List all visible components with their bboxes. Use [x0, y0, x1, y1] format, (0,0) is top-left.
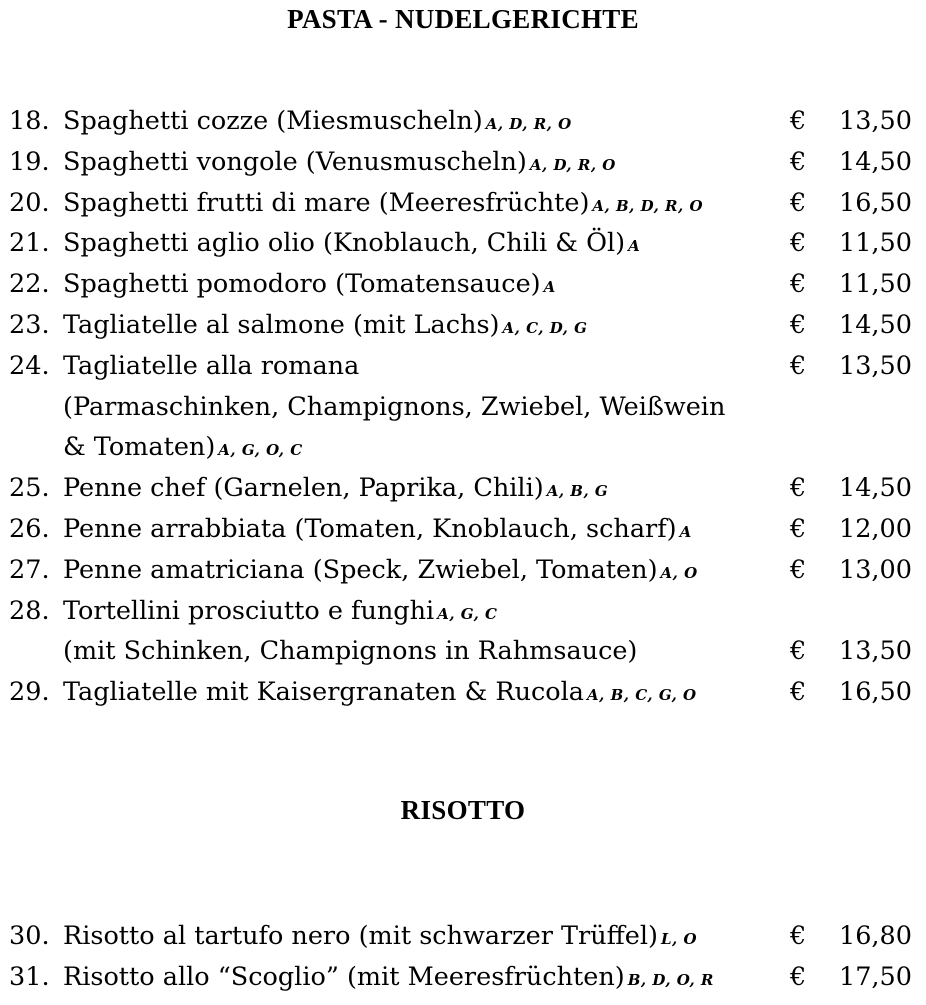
item-number: 28. — [9, 595, 50, 626]
currency-symbol: € — [790, 146, 807, 177]
item-description-text: Penne arrabbiata (Tomaten, Knoblauch, scharf) — [63, 513, 677, 544]
menu-item-line — [0, 142, 926, 183]
item-number: 24. — [9, 350, 50, 381]
menu-item-line — [0, 183, 926, 224]
currency-symbol: € — [790, 187, 807, 218]
allergen-codes: A, B, D, R, O — [592, 196, 704, 215]
menu-item-line — [0, 672, 926, 713]
menu-item-line — [0, 468, 926, 509]
item-price: 16,50 — [838, 187, 912, 218]
item-description — [63, 591, 497, 635]
menu-item — [0, 591, 926, 673]
menu-item — [0, 916, 926, 957]
item-description — [63, 142, 616, 186]
currency-symbol: € — [790, 554, 807, 585]
allergen-codes: A, C, D, G — [502, 318, 588, 337]
currency-symbol: € — [790, 513, 807, 544]
item-price: 13,00 — [838, 554, 912, 585]
item-description-text: Tagliatelle mit Kaisergranaten & Rucola — [63, 677, 585, 708]
item-description — [63, 509, 692, 553]
item-description — [63, 468, 608, 512]
allergen-codes: A, G, O, C — [218, 441, 303, 460]
item-description — [63, 916, 697, 960]
item-number: 26. — [9, 513, 50, 544]
section-title-risotto: RISOTTO — [400, 795, 526, 825]
item-price: 14,50 — [838, 473, 912, 504]
item-price: 13,50 — [838, 350, 912, 381]
allergen-codes: L, O — [660, 930, 698, 948]
allergen-codes: A, B, G — [546, 482, 609, 501]
item-description-text: Tortellini prosciutto e funghi — [63, 595, 435, 626]
item-description — [63, 264, 556, 308]
menu-item-line — [0, 346, 926, 387]
allergen-codes: A — [679, 522, 692, 541]
item-description-text: & Tomaten) — [63, 432, 216, 463]
item-description-text: Tagliatelle alla romana — [63, 350, 360, 381]
menu-item-line — [0, 264, 926, 305]
menu-item-line — [0, 101, 926, 142]
risotto-list — [0, 916, 926, 998]
menu-item — [0, 223, 926, 264]
item-price: 14,50 — [838, 309, 912, 340]
item-description-text: Spaghetti cozze (Miesmuscheln) — [63, 106, 483, 136]
item-price: 13,50 — [838, 106, 912, 136]
item-description-text: Tagliatelle al salmone (mit Lachs) — [63, 309, 500, 340]
item-description-text: Spaghetti aglio olio (Knoblauch, Chili & Öl) — [63, 228, 626, 259]
item-description-text: (mit Schinken, Champignons in Rahmsauce) — [63, 636, 638, 667]
item-number: 27. — [9, 554, 50, 585]
allergen-codes: A, B, C, G, O — [587, 686, 697, 705]
item-number: 21. — [9, 228, 50, 259]
menu-item — [0, 183, 926, 224]
pasta-list — [0, 101, 926, 713]
menu-item-line — [0, 387, 926, 428]
menu-item — [0, 672, 926, 713]
allergen-codes: B, D, O, R — [627, 970, 714, 989]
menu-item — [0, 101, 926, 142]
menu-item — [0, 957, 926, 998]
item-price: 16,50 — [838, 677, 912, 708]
item-description-text: Penne chef (Garnelen, Paprika, Chili) — [63, 473, 544, 504]
allergen-codes: A, D, R, O — [529, 155, 616, 174]
item-description — [63, 387, 725, 428]
currency-symbol: € — [790, 309, 807, 340]
item-price: 12,00 — [838, 513, 912, 544]
item-price: 11,50 — [838, 228, 912, 259]
item-price: 11,50 — [838, 269, 912, 300]
allergen-codes: A, G, C — [437, 604, 498, 623]
item-number: 22. — [9, 269, 50, 300]
currency-symbol: € — [790, 228, 807, 259]
menu-item — [0, 346, 926, 468]
item-description — [63, 223, 640, 267]
item-description — [63, 672, 697, 716]
item-number: 23. — [9, 309, 50, 340]
menu-item-line — [0, 631, 926, 672]
allergen-codes: A, D, R, O — [485, 115, 572, 133]
section-title-pasta: PASTA - NUDELGERICHTE — [287, 4, 639, 34]
menu-item-line — [0, 509, 926, 550]
allergen-codes: A — [628, 237, 641, 256]
item-description — [63, 550, 698, 594]
item-number: 25. — [9, 473, 50, 504]
menu-item-line — [0, 305, 926, 346]
item-price: 14,50 — [838, 146, 912, 177]
item-number: 18. — [9, 106, 50, 136]
menu-item-line — [0, 427, 926, 468]
item-number: 19. — [9, 146, 50, 177]
item-price: 16,80 — [838, 921, 912, 951]
item-price: 13,50 — [838, 636, 912, 667]
item-description-text: (Parmaschinken, Champignons, Zwiebel, Weißwein — [63, 391, 726, 422]
item-description-text: Spaghetti vongole (Venusmuscheln) — [63, 146, 527, 177]
item-description-text: Risotto al tartufo nero (mit schwarzer Trüffel) — [63, 921, 658, 951]
menu-item — [0, 264, 926, 305]
item-description-text: Spaghetti pomodoro (Tomatensauce) — [63, 269, 541, 300]
menu-item-line — [0, 591, 926, 632]
currency-symbol: € — [790, 961, 807, 992]
menu-item-line — [0, 223, 926, 264]
item-description — [63, 427, 303, 471]
menu-item-line — [0, 957, 926, 998]
item-price: 17,50 — [838, 961, 912, 992]
item-number: 20. — [9, 187, 50, 218]
menu-item — [0, 550, 926, 591]
currency-symbol: € — [790, 269, 807, 300]
currency-symbol: € — [790, 921, 807, 951]
currency-symbol: € — [790, 677, 807, 708]
item-description-text: Penne amatriciana (Speck, Zwiebel, Tomaten) — [63, 554, 658, 585]
menu-item — [0, 468, 926, 509]
menu-item-line — [0, 916, 926, 957]
item-description — [63, 631, 637, 672]
item-description — [63, 346, 359, 387]
menu-item-line — [0, 550, 926, 591]
menu-item — [0, 305, 926, 346]
allergen-codes: A, O — [660, 563, 698, 582]
item-description-text: Spaghetti frutti di mare (Meeresfrüchte) — [63, 187, 590, 218]
item-description — [63, 957, 714, 1001]
item-number: 31. — [9, 961, 50, 992]
item-description — [63, 101, 572, 145]
menu-item — [0, 142, 926, 183]
item-number: 30. — [9, 921, 50, 951]
item-description-text: Risotto allo “Scoglio” (mit Meeresfrüchten) — [63, 961, 625, 992]
item-description — [63, 183, 703, 227]
currency-symbol: € — [790, 106, 807, 136]
currency-symbol: € — [790, 350, 807, 381]
currency-symbol: € — [790, 473, 807, 504]
item-description — [63, 305, 587, 349]
allergen-codes: A — [543, 278, 556, 297]
item-number: 29. — [9, 677, 50, 708]
currency-symbol: € — [790, 636, 807, 667]
menu-item — [0, 509, 926, 550]
